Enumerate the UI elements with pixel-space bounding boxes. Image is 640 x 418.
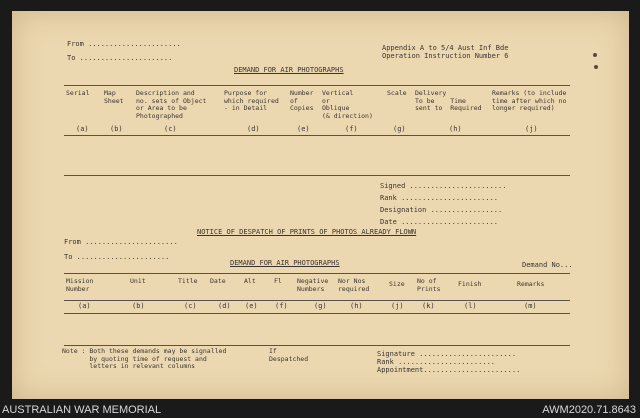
appendix-ref: Appendix A to 5/4 Aust Inf Bde bbox=[382, 44, 509, 52]
t2-col-h: (h) bbox=[350, 302, 363, 310]
table2-bottom-rule bbox=[64, 313, 570, 314]
t2-header-finish: Finish bbox=[458, 280, 482, 288]
t2-header-alt: Alt bbox=[244, 277, 256, 285]
t2-header-fl: Fl bbox=[274, 277, 282, 285]
from-field-2: From ...................... bbox=[64, 238, 178, 246]
signed-field: Signed ....................... bbox=[380, 182, 507, 190]
t1-header-vertical-oblique: Vertical or Oblique (& direction) bbox=[322, 89, 373, 120]
t2-col-k: (k) bbox=[422, 302, 435, 310]
t1-col-f: (f) bbox=[345, 125, 358, 133]
t2-header-remarks: Remarks bbox=[517, 280, 545, 288]
signature-field: Signature ....................... bbox=[377, 350, 517, 358]
t2-col-f: (f) bbox=[275, 302, 288, 310]
to-field: To ...................... bbox=[67, 54, 173, 62]
t1-col-b: (b) bbox=[110, 125, 123, 133]
t1-header-purpose: Purpose for which required - in Detail bbox=[224, 89, 279, 112]
table2-mid-rule bbox=[64, 300, 570, 301]
t2-col-b: (b) bbox=[132, 302, 145, 310]
note-text: Note : Both these demands may be signalled by quoting time of request and letters in relevant columns bbox=[62, 347, 227, 370]
t1-col-j: (j) bbox=[525, 125, 538, 133]
t1-header-delivery: Delivery To be Time sent to Required bbox=[415, 89, 482, 112]
demand-title-2: DEMAND FOR AIR PHOTOGRAPHS bbox=[230, 259, 340, 267]
t2-header-prints: No of Prints bbox=[417, 277, 441, 293]
table1-bottom-rule bbox=[64, 175, 570, 176]
t2-header-nos-required: Nor Nos required bbox=[338, 277, 370, 293]
appointment-field: Appointment....................... bbox=[377, 366, 521, 374]
t2-header-mission: Mission Number bbox=[66, 277, 94, 293]
archive-reference: AWM2020.71.8643 bbox=[542, 404, 636, 416]
t2-header-unit: Unit bbox=[130, 277, 146, 285]
note-top-rule bbox=[64, 345, 570, 346]
t1-col-d: (d) bbox=[247, 125, 260, 133]
t1-header-serial: Serial bbox=[66, 89, 90, 97]
table2-top-rule bbox=[64, 273, 570, 274]
t1-header-remarks: Remarks (to include time after which no longer required) bbox=[492, 89, 567, 112]
t2-col-g: (g) bbox=[314, 302, 327, 310]
t2-col-j: (j) bbox=[391, 302, 404, 310]
designation-field: Designation ................. bbox=[380, 206, 503, 214]
rank-field-2: Rank ....................... bbox=[377, 358, 496, 366]
t1-col-g: (g) bbox=[393, 125, 406, 133]
from-field: From ...................... bbox=[67, 40, 181, 48]
punch-mark bbox=[593, 53, 597, 57]
t2-col-l: (l) bbox=[464, 302, 477, 310]
t1-header-map-sheet: Map Sheet bbox=[104, 89, 124, 105]
t2-header-title: Title bbox=[178, 277, 198, 285]
to-field-2: To ...................... bbox=[64, 253, 170, 261]
rank-field: Rank ....................... bbox=[380, 194, 499, 202]
t2-header-negative: Negative Numbers bbox=[297, 277, 329, 293]
table1-top-rule bbox=[64, 85, 570, 86]
archive-caption: AUSTRALIAN WAR MEMORIAL bbox=[2, 404, 162, 416]
t2-col-c: (c) bbox=[184, 302, 197, 310]
t1-header-description: Description and no. sets of Object or Area to be Photographed bbox=[136, 89, 207, 120]
t1-header-copies: Number of Copies bbox=[290, 89, 314, 112]
table1-mid-rule bbox=[64, 135, 570, 136]
punch-mark bbox=[594, 65, 598, 69]
t2-col-d: (d) bbox=[218, 302, 231, 310]
t1-col-h: (h) bbox=[449, 125, 462, 133]
t1-col-a: (a) bbox=[76, 125, 89, 133]
t2-col-e: (e) bbox=[245, 302, 258, 310]
t2-col-a: (a) bbox=[78, 302, 91, 310]
notice-title: NOTICE OF DESPATCH OF PRINTS OF PHOTOS ALREADY FLOWN bbox=[197, 228, 417, 236]
t2-col-m: (m) bbox=[524, 302, 537, 310]
t1-header-scale: Scale bbox=[387, 89, 407, 97]
form-title: DEMAND FOR AIR PHOTOGRAPHS bbox=[234, 66, 344, 74]
instruction-ref: Operation Instruction Number 6 bbox=[382, 52, 509, 60]
t1-col-c: (c) bbox=[164, 125, 177, 133]
document-paper bbox=[12, 11, 629, 399]
date-field: Date ....................... bbox=[380, 218, 499, 226]
demand-number: Demand No... bbox=[522, 261, 573, 269]
despatched-text: If Despatched bbox=[269, 347, 309, 363]
t2-header-size: Size bbox=[389, 280, 405, 288]
t2-header-date: Date bbox=[210, 277, 226, 285]
t1-col-e: (e) bbox=[297, 125, 310, 133]
